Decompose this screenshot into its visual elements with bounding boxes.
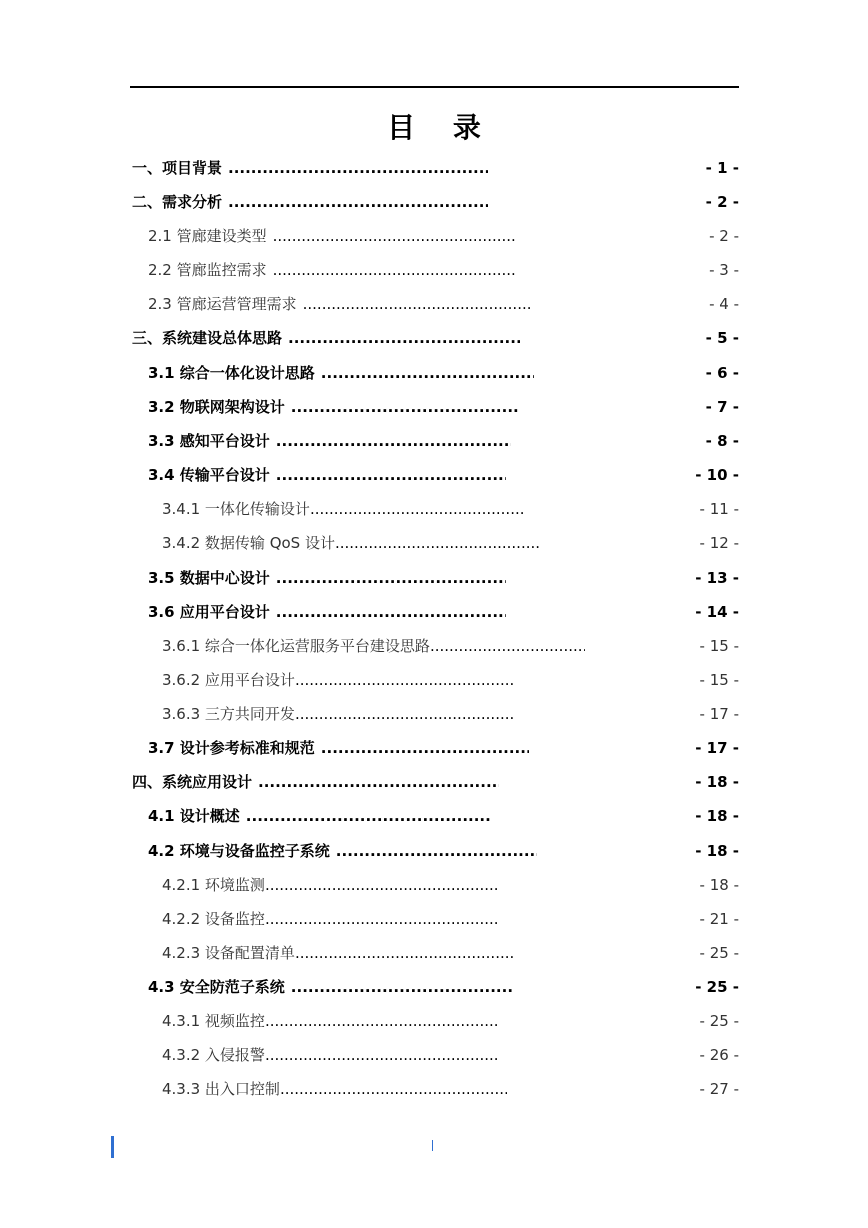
- toc-entry[interactable]: [148, 224, 515, 248]
- toc-entry[interactable]: [162, 873, 499, 897]
- toc-entry[interactable]: [132, 326, 520, 350]
- toc-entry-title: 3.5 数据中心设计: [148, 569, 270, 587]
- toc-page-number: - 17 -: [695, 739, 739, 757]
- toc-entry-title: 四、系统应用设计: [132, 773, 253, 791]
- toc-leader: [291, 395, 518, 419]
- toc-leader: [258, 770, 499, 794]
- toc-entry[interactable]: [148, 839, 537, 863]
- toc-entry-title: 4.2.2 设备监控: [162, 910, 265, 928]
- toc-entry[interactable]: [148, 258, 515, 282]
- toc-entry[interactable]: [148, 463, 506, 487]
- toc-page-number: - 7 -: [705, 398, 739, 416]
- toc-leader: [280, 1077, 507, 1101]
- toc-leader: [336, 839, 537, 863]
- toc-page-number: - 26 -: [699, 1046, 739, 1064]
- toc-leader: [303, 292, 531, 316]
- toc-page-number: - 18 -: [695, 842, 739, 860]
- toc-leader: [265, 907, 499, 931]
- toc-entry[interactable]: [162, 907, 499, 931]
- toc-page-number: - 15 -: [699, 671, 739, 689]
- toc-leader: [291, 975, 514, 999]
- toc-page-number: - 6 -: [705, 364, 739, 382]
- toc-page-number: - 21 -: [699, 910, 739, 928]
- toc-page-number: - 10 -: [695, 466, 739, 484]
- toc-entry-title: 4.3 安全防范子系统: [148, 978, 285, 996]
- toc-entry-title: 3.4.2 数据传输 QoS 设计: [162, 534, 335, 552]
- toc-entry[interactable]: [148, 736, 529, 760]
- toc-entry-title: 2.3 管廊运营管理需求: [148, 295, 297, 313]
- toc-entry-title: 一、项目背景: [132, 159, 223, 177]
- toc-entry-title: 4.3.1 视频监控: [162, 1012, 265, 1030]
- toc-page-number: - 3 -: [709, 261, 739, 279]
- toc-leader: [430, 634, 585, 658]
- toc-page-number: - 13 -: [695, 569, 739, 587]
- toc-page-number: - 2 -: [705, 193, 739, 211]
- toc-page-number: - 15 -: [699, 637, 739, 655]
- toc-leader: [265, 1009, 499, 1033]
- toc-leader: [273, 224, 515, 248]
- toc-entry-title: 3.6.3 三方共同开发: [162, 705, 295, 723]
- toc-page-number: - 25 -: [695, 978, 739, 996]
- page-title: 目 录: [387, 111, 495, 144]
- footer-accent-bar: [111, 1136, 114, 1158]
- toc-entry-title: 二、需求分析: [132, 193, 223, 211]
- toc-page-number: - 25 -: [699, 1012, 739, 1030]
- toc-leader: [321, 361, 534, 385]
- toc-entry[interactable]: [148, 395, 518, 419]
- toc-entry-title: 4.3.2 入侵报警: [162, 1046, 265, 1064]
- toc-page-number: - 11 -: [699, 500, 739, 518]
- toc-page-number: - 17 -: [699, 705, 739, 723]
- toc-entry-title: 三、系统建设总体思路: [132, 329, 283, 347]
- toc-entry[interactable]: [162, 634, 585, 658]
- toc-entry-title: 3.6.1 综合一体化运营服务平台建设思路: [162, 637, 430, 655]
- toc-page-number: - 18 -: [695, 773, 739, 791]
- toc-entry-title: 3.4 传输平台设计: [148, 466, 270, 484]
- toc-entry[interactable]: [162, 941, 515, 965]
- toc-leader: [295, 668, 515, 692]
- toc-entry[interactable]: [148, 566, 506, 590]
- toc-entry[interactable]: [148, 361, 534, 385]
- toc-leader: [295, 702, 515, 726]
- toc-page-number: - 12 -: [699, 534, 739, 552]
- toc-entry-title: 3.4.1 一体化传输设计: [162, 500, 310, 518]
- toc-entry[interactable]: [162, 1077, 507, 1101]
- toc-entry-title: 3.7 设计参考标准和规范: [148, 739, 315, 757]
- toc-page-number: - 18 -: [695, 807, 739, 825]
- toc-leader: [265, 1043, 499, 1067]
- toc-leader: [276, 429, 511, 453]
- toc-page-number: - 25 -: [699, 944, 739, 962]
- toc-entry-title: 2.2 管廊监控需求: [148, 261, 267, 279]
- toc-leader: [276, 566, 506, 590]
- toc-leader: [321, 736, 529, 760]
- toc-entry-title: 3.3 感知平台设计: [148, 432, 270, 450]
- toc-page-number: - 4 -: [709, 295, 739, 313]
- toc-entry[interactable]: [148, 600, 506, 624]
- toc-entry[interactable]: [162, 668, 515, 692]
- toc-leader: [246, 804, 490, 828]
- toc-leader: [276, 600, 506, 624]
- toc-entry-title: 4.2.1 环境监测: [162, 876, 265, 894]
- toc-page-number: - 2 -: [709, 227, 739, 245]
- toc-entry[interactable]: [148, 975, 514, 999]
- toc-entry[interactable]: [148, 804, 490, 828]
- toc-entry[interactable]: [162, 702, 515, 726]
- toc-leader: [273, 258, 515, 282]
- toc-entry[interactable]: [132, 156, 488, 180]
- toc-entry-title: 4.1 设计概述: [148, 807, 240, 825]
- toc-leader: [295, 941, 515, 965]
- toc-leader: [335, 531, 540, 555]
- toc-entry-title: 4.3.3 出入口控制: [162, 1080, 280, 1098]
- toc-entry[interactable]: [148, 292, 531, 316]
- toc-page-number: - 1 -: [705, 159, 739, 177]
- toc-entry[interactable]: [162, 1009, 499, 1033]
- toc-entry[interactable]: [162, 531, 540, 555]
- toc-leader: [228, 156, 488, 180]
- toc-entry-title: 2.1 管廊建设类型: [148, 227, 267, 245]
- toc-page-number: - 14 -: [695, 603, 739, 621]
- toc-page-number: - 27 -: [699, 1080, 739, 1098]
- footer-center-mark: [432, 1140, 433, 1151]
- toc-entry[interactable]: [148, 429, 511, 453]
- toc-entry[interactable]: [162, 497, 523, 521]
- toc-entry-title: 3.6 应用平台设计: [148, 603, 270, 621]
- toc-page-number: - 8 -: [705, 432, 739, 450]
- toc-entry[interactable]: [132, 190, 488, 214]
- toc-entry-title: 3.1 综合一体化设计思路: [148, 364, 315, 382]
- toc-leader: [288, 326, 520, 350]
- toc-leader: [276, 463, 506, 487]
- toc-entry[interactable]: [132, 770, 499, 794]
- toc-entry-title: 3.2 物联网架构设计: [148, 398, 285, 416]
- toc-leader: [310, 497, 523, 521]
- toc-entry-title: 4.2 环境与设备监控子系统: [148, 842, 330, 860]
- toc-page-number: - 18 -: [699, 876, 739, 894]
- toc-leader: [265, 873, 499, 897]
- toc-leader: [228, 190, 488, 214]
- toc-entry-title: 3.6.2 应用平台设计: [162, 671, 295, 689]
- toc-entry[interactable]: [162, 1043, 499, 1067]
- toc-entry-title: 4.2.3 设备配置清单: [162, 944, 295, 962]
- toc-page-number: - 5 -: [705, 329, 739, 347]
